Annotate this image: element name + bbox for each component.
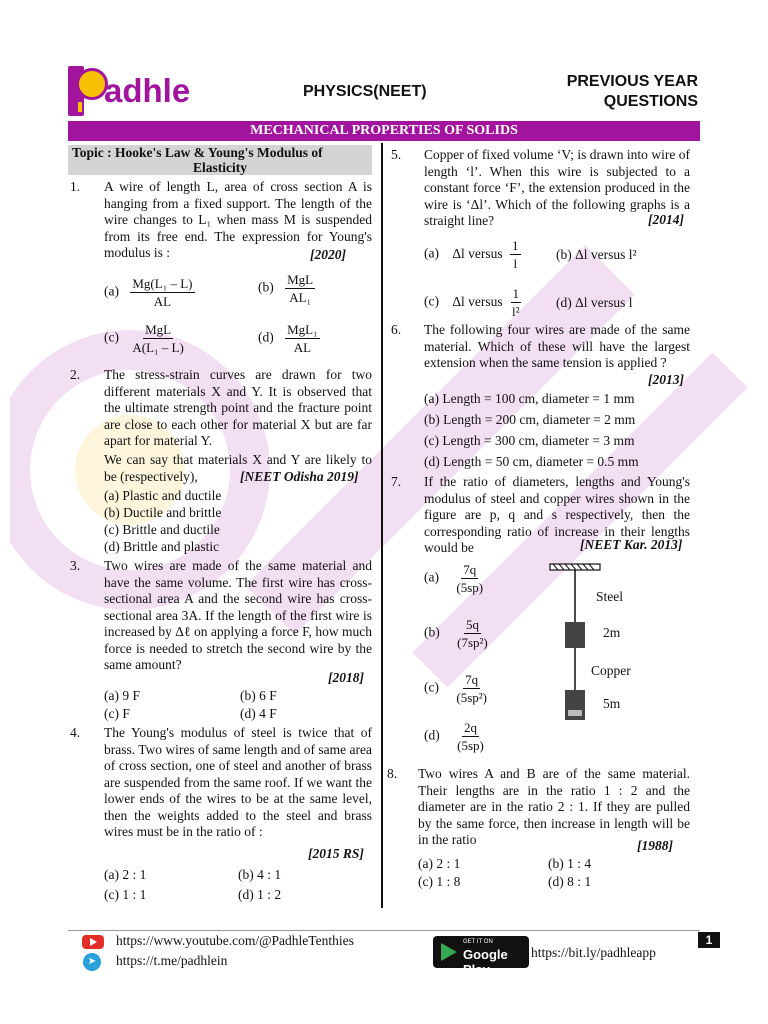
steel-copper-figure: [545, 562, 655, 732]
q7-a-num: 7q: [463, 562, 477, 577]
q7-b-label: (b): [424, 624, 440, 640]
q5-number: 5.: [391, 147, 402, 162]
q5-a-label: (a): [424, 245, 439, 261]
q7-option-a: [424, 562, 485, 595]
q1-b-den: AL₁: [289, 290, 312, 305]
q8-option-a: (a) 2 : 1: [418, 856, 461, 871]
q5-tag: [2014]: [648, 212, 684, 227]
q2-option-b: (b) Ductile and brittle: [104, 505, 222, 520]
q1-d-den: AL: [293, 340, 312, 355]
q2-tag: [NEET Odisha 2019]: [240, 469, 359, 484]
q1-c-den: A(L₁ – L): [132, 340, 184, 355]
badge-small-text: GET IT ON: [463, 939, 493, 945]
q1-a-label: (a): [104, 283, 119, 299]
q2-option-c: (c) Brittle and ductile: [104, 522, 220, 537]
q2-option-d: (d) Brittle and plastic: [104, 539, 220, 554]
telegram-icon[interactable]: ➤: [83, 953, 101, 971]
q4-number: 4.: [70, 725, 81, 740]
brand-name: adhle: [104, 72, 191, 109]
q8-tag: [1988]: [637, 838, 673, 853]
q6-number: 6.: [391, 322, 402, 337]
app-link[interactable]: https://bit.ly/padhleapp: [531, 945, 656, 960]
q7-c-num: 7q: [465, 672, 479, 687]
q5-c-den: l²: [512, 304, 520, 319]
q3-option-c: (c) F: [104, 706, 130, 721]
q2-option-a: (a) Plastic and ductile: [104, 488, 222, 503]
q5-option-b: (b) Δl versus l²: [556, 247, 637, 262]
q7-number: 7.: [391, 474, 402, 489]
q7-c-den: (5sp²): [456, 690, 487, 705]
q2-text2: We can say that materials X and Y are likely to be (respectively),: [104, 452, 372, 484]
q6-option-b: (b) Length = 200 cm, diameter = 2 mm: [424, 412, 636, 427]
topic-line2: Elasticity: [193, 160, 247, 175]
q1-a-den: AL: [153, 294, 172, 309]
q7-tag: [NEET Kar. 2013]: [580, 537, 683, 552]
q1-b-label: (b): [258, 279, 274, 295]
header-right: [520, 72, 698, 112]
page-number: 1: [698, 932, 720, 948]
q1-d-num: MgL₁: [287, 322, 318, 337]
q8-option-c: (c) 1 : 8: [418, 874, 461, 889]
telegram-link[interactable]: https://t.me/padhlein: [116, 953, 228, 968]
q7-option-c: [424, 672, 489, 705]
q1-c-label: (c): [104, 329, 119, 345]
q7-option-d: [424, 720, 486, 753]
google-play-badge[interactable]: [433, 936, 529, 977]
figure-5m-label: 5m: [603, 696, 621, 711]
q1-option-b: [258, 272, 315, 305]
q5-a-den: l: [513, 256, 518, 271]
q1-option-c: [104, 322, 186, 355]
q1-d-label: (d): [258, 329, 274, 345]
q5-option-c: [424, 286, 522, 319]
q5-c-num: 1: [512, 286, 520, 301]
q5-option-d: (d) Δl versus l: [556, 295, 633, 310]
q7-b-num: 5q: [465, 617, 479, 632]
q8-text: Two wires A and B are of the same material. Their lengths are in the ratio 1 : 2 and the diameter are in the ratio 2 : 1. If they are pulled by the same force, then increase in length will be in the ratio: [418, 766, 690, 847]
q3-text: Two wires are made of the same material and have the same volume. The first wire has cross-sectional area A and the second wire has cross-sectional area 3A. If the length of the first wire is increased by Δℓ on applying a force F, how much force is needed to stretch the second wire by the same amount?: [104, 558, 372, 672]
q1-b-num: MgL: [287, 272, 314, 287]
badge-big-text: Google Play: [463, 947, 508, 977]
q6-text: The following four wires are made of the same material. Which of these will have the largest extension when the same tension is applied ?: [424, 322, 690, 370]
q4-option-a: (a) 2 : 1: [104, 867, 147, 882]
q5-text: Copper of fixed volume ‘V; is drawn into wire of length ‘l’. When this wire is subjected to a constant force ‘F’, the extension produced in the wire is ‘Δl’. Which of the following graphs is a straight line?: [424, 147, 690, 228]
q7-option-b: [424, 617, 490, 650]
figure-2m-label: 2m: [603, 625, 621, 640]
q8-number: 8.: [387, 766, 398, 781]
q6-option-a: (a) Length = 100 cm, diameter = 1 mm: [424, 391, 635, 406]
q7-d-den: (5sp): [457, 738, 484, 753]
q6-tag: [2013]: [648, 372, 684, 387]
q2-number: 2.: [70, 367, 81, 382]
q1-a-num: Mg(L₁ – L): [132, 276, 193, 291]
q4-option-d: (d) 1 : 2: [238, 887, 282, 902]
q5-a-num: 1: [512, 238, 519, 253]
q1-tag: [2020]: [310, 247, 346, 262]
q1-option-d: [258, 322, 320, 355]
q7-a-den: (5sp): [456, 580, 484, 595]
header-right-line1: PREVIOUS YEAR: [566, 73, 698, 90]
q7-b-den: (7sp²): [457, 635, 488, 650]
mass-block-2m: [565, 622, 585, 648]
q3-option-d: (d) 4 F: [240, 706, 277, 721]
q5-c-text: Δl versus: [452, 293, 503, 309]
q3-option-a: (a) 9 F: [104, 688, 140, 703]
q7-c-label: (c): [424, 679, 439, 695]
q6-option-d: (d) Length = 50 cm, diameter = 0.5 mm: [424, 454, 639, 469]
q7-d-label: (d): [424, 727, 440, 743]
topic-line1: Topic : Hooke's Law & Young's Modulus of: [72, 145, 323, 160]
q1-option-a: [104, 276, 234, 309]
play-store-icon: [441, 943, 457, 961]
youtube-icon[interactable]: [82, 935, 104, 949]
q4-option-c: (c) 1 : 1: [104, 887, 147, 902]
q5-c-label: (c): [424, 293, 439, 309]
figure-copper-label: Copper: [591, 663, 631, 678]
chapter-title: MECHANICAL PROPERTIES OF SOLIDS: [68, 121, 700, 141]
footer-divider: [68, 930, 700, 931]
q4-tag: [2015 RS]: [308, 846, 364, 861]
q3-option-b: (b) 6 F: [240, 688, 277, 703]
q1-number: 1.: [70, 179, 81, 194]
q8-option-d: (d) 8 : 1: [548, 874, 592, 889]
q7-text: If the ratio of diameters, lengths and Young's modulus of steel and copper wires shown in the figure are p, q and s respectively, then the corresponding ratio of increase in their lengths would be: [424, 474, 690, 555]
header-right-line2: QUESTIONS: [603, 93, 698, 110]
q4-text: The Young's modulus of steel is twice that of brass. Two wires of same length and of same area of cross section, one of steel and another of brass are suspended from the same roof. If we want the lower ends of the wires to be at the same level, then the weights added to the steel and brass wires must be in the ratio of :: [104, 725, 372, 839]
q7-d-num: 2q: [463, 720, 477, 735]
q2-text: The stress-strain curves are drawn for two different materials X and Y. It is observed that the ultimate strength point and the fracture point are close to each other for material X but are far apart for material Y.: [104, 367, 372, 448]
q8-option-b: (b) 1 : 4: [548, 856, 592, 871]
q3-number: 3.: [70, 558, 81, 573]
figure-steel-label: Steel: [596, 589, 623, 604]
youtube-link[interactable]: https://www.youtube.com/@PadhleTenthies: [116, 933, 354, 948]
padhle-logo: [68, 66, 208, 118]
q1-body: A wire of length L, area of cross section A is hanging from a fixed support. The length of the wire changes to L₁ when mass M is suspended from its free end. The expression for Young's modulus is :: [104, 179, 372, 260]
subject-title: PHYSICS(NEET): [303, 83, 427, 100]
q3-tag: [2018]: [328, 670, 364, 685]
q6-option-c: (c) Length = 300 cm, diameter = 3 mm: [424, 433, 635, 448]
q7-a-label: (a): [424, 569, 439, 585]
topic-box: [68, 145, 372, 175]
q1-c-num: MgL: [145, 322, 172, 337]
column-divider: [381, 143, 383, 908]
q5-a-text: Δl versus: [452, 245, 503, 261]
q4-option-b: (b) 4 : 1: [238, 867, 282, 882]
q5-option-a: [424, 238, 521, 271]
